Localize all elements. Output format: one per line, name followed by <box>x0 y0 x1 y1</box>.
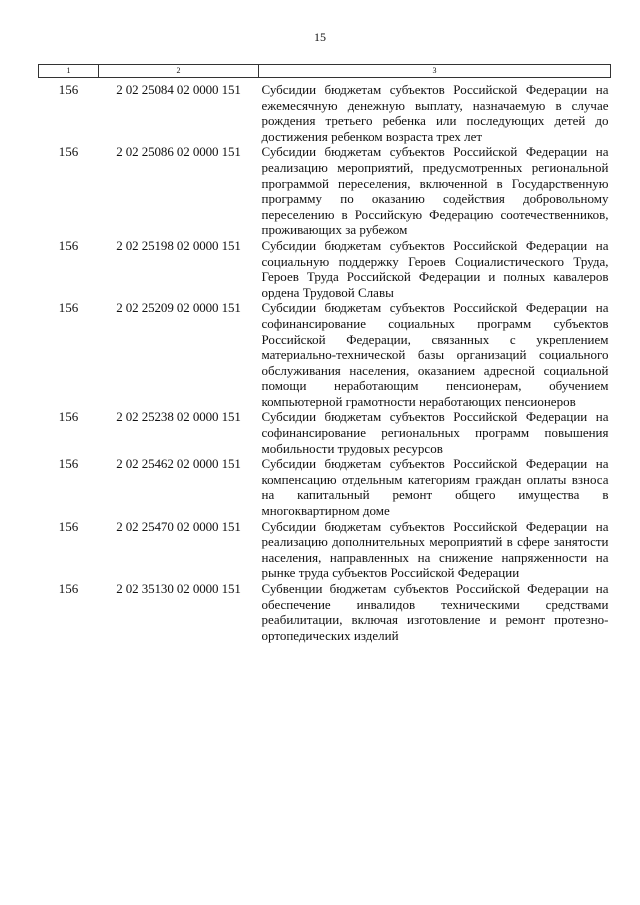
column-header-2: 2 <box>99 65 259 78</box>
table-row <box>39 581 611 643</box>
revenue-description: Субсидии бюджетам субъектов Российской Федерации на социальную поддержку Героев Социалистического Труда, Героев Труда Российской Федерации и полных кавалеров ордена Трудовой Славы <box>261 237 609 300</box>
budget-classification-code: 2 02 25198 02 0000 151 <box>116 237 241 253</box>
budget-classification-code: 2 02 35130 02 0000 151 <box>116 581 241 596</box>
budget-classification-code: 2 02 25209 02 0000 151 <box>116 300 241 316</box>
department-code: 156 <box>58 300 79 316</box>
budget-classification-code: 2 02 25470 02 0000 151 <box>116 518 241 534</box>
table-row <box>39 409 611 456</box>
column-header-1: 1 <box>39 65 99 78</box>
table-row <box>39 300 611 409</box>
budget-classification-code: 2 02 25084 02 0000 151 <box>116 82 241 97</box>
budget-classification-code: 2 02 25238 02 0000 151 <box>116 409 241 425</box>
department-code: 156 <box>58 456 79 472</box>
department-code: 156 <box>58 144 79 160</box>
table-row <box>39 144 611 238</box>
department-code: 156 <box>58 237 79 253</box>
department-code: 156 <box>58 581 79 596</box>
page-number: 15 <box>314 30 326 44</box>
budget-classification-code: 2 02 25462 02 0000 151 <box>116 456 241 472</box>
table-row <box>39 519 611 581</box>
department-code: 156 <box>58 409 79 425</box>
table-header-row <box>39 65 611 78</box>
revenue-description: Субсидии бюджетам субъектов Российской Федерации на реализацию дополнительных мероприятий в сфере занятости населения, направленных на снижение напряженности на рынке труда субъектов Российской Федерации <box>261 518 609 581</box>
table-row <box>39 238 611 300</box>
revenue-description: Субсидии бюджетам субъектов Российской Федерации на софинансирование социальных программ субъектов Российской Федерации, связанных с укреплением материально-технической базы организаций социального обслуживания населения, оказанием адресной социальной помощи неработающим пенсионерам, обучением компьютерной грамотности неработающих пенсионеров <box>261 300 609 409</box>
budget-classification-table <box>38 64 611 643</box>
revenue-description: Субсидии бюджетам субъектов Российской Федерации на реализацию мероприятий, предусмотренных региональной программой переселения, включенной в Государственную программу по оказанию содействия добровольному переселению в Российскую Федерацию соотечественников, проживающих за рубежом <box>261 144 609 238</box>
table-row <box>39 456 611 518</box>
revenue-description: Субсидии бюджетам субъектов Российской Федерации на компенсацию отдельным категориям граждан оплаты взноса на капитальный ремонт общего имущества в многоквартирном доме <box>261 456 609 519</box>
department-code: 156 <box>58 82 79 97</box>
column-header-3: 3 <box>259 65 611 78</box>
revenue-description: Субвенции бюджетам субъектов Российской Федерации на обеспечение инвалидов техническими средствами реабилитации, включая изготовление и ремонт протезно-ортопедических изделий <box>261 581 609 643</box>
budget-classification-code: 2 02 25086 02 0000 151 <box>116 144 241 160</box>
department-code: 156 <box>58 518 79 534</box>
table-row <box>39 78 611 145</box>
revenue-description: Субсидии бюджетам субъектов Российской Федерации на софинансирование региональных программ повышения мобильности трудовых ресурсов <box>261 409 609 456</box>
revenue-description: Субсидии бюджетам субъектов Российской Федерации на ежемесячную денежную выплату, назначаемую в случае рождения третьего ребенка или последующих детей до достижения ребенком возраста трех лет <box>261 82 609 144</box>
